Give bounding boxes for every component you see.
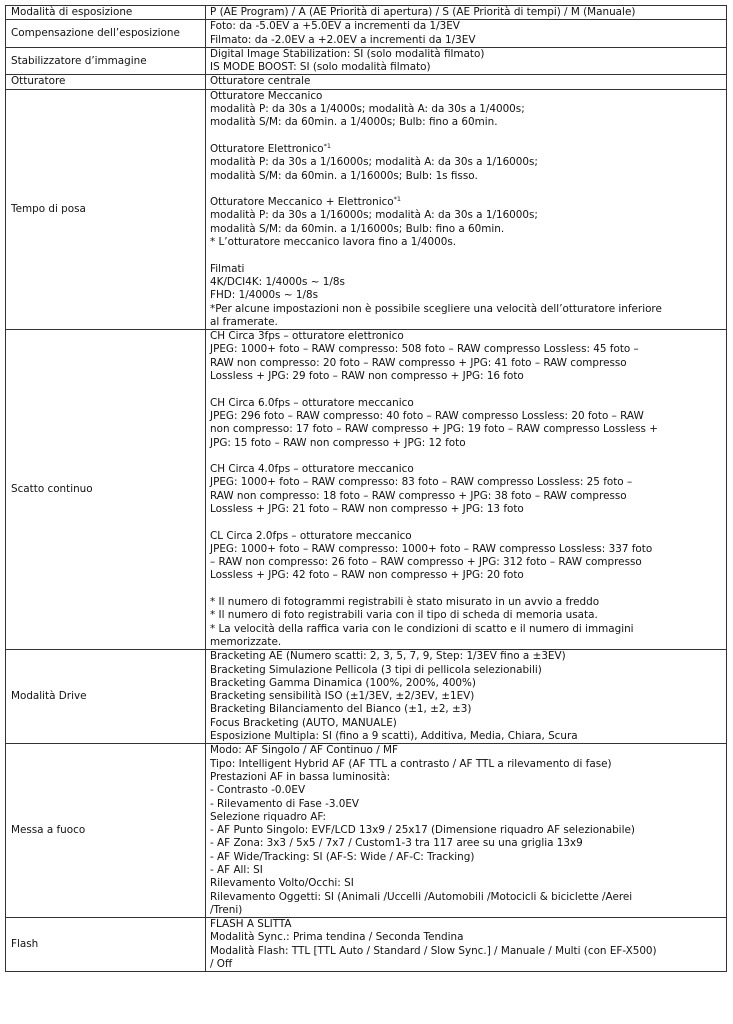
paragraph-gap [210,249,722,262]
spec-value-line [210,143,722,156]
spec-value [206,89,727,329]
spec-value-line [210,196,722,209]
spec-value-text: JPEG: 1000+ foto – RAW compresso: 508 foto – RAW compresso Lossless: 45 foto – [210,343,639,356]
spec-value-line [210,650,722,663]
spec-value-text: modalità P: da 30s a 1/16000s; modalità A: da 30s a 1/16000s; [210,156,538,169]
spec-value-line [210,170,722,183]
spec-value-text: Bracketing Bilanciamento del Bianco (±1, ±2, ±3) [210,703,472,716]
spec-value-line [210,503,722,516]
spec-value-text: * Il numero di fotogrammi registrabili è stato misurato in un avvio a freddo [210,596,600,609]
spec-label: Messa a fuoco [6,744,206,918]
footnote-marker: *1 [323,141,332,150]
spec-value-line [210,596,722,609]
spec-value-line [210,864,722,877]
spec-value-text: /Treni) [210,903,243,916]
spec-value-line [210,837,722,850]
spec-value-line [210,798,722,811]
paragraph-gap [210,450,722,463]
footnote-marker: *1 [393,195,402,204]
spec-value-text: CH Circa 4.0fps – otturatore meccanico [210,463,414,476]
spec-value-text: - AF Wide/Tracking: SI (AF-S: Wide / AF-C: Tracking) [210,850,475,863]
spec-value-text: Lossless + JPG: 21 foto – RAW non compresso + JPG: 13 foto [210,502,524,515]
spec-row-stabilizzatore-d-immagine [6,47,727,75]
spec-value-text: modalità S/M: da 60min. a 1/16000s; Bulb: fino a 60min. [210,222,505,235]
spec-value [206,650,727,744]
spec-value-text: - Rilevamento di Fase -3.0EV [210,797,360,810]
spec-value-line [210,357,722,370]
spec-value-line [210,543,722,556]
spec-value-text: / Off [210,958,233,971]
spec-value-text: IS MODE BOOST: SI (solo modalità filmato) [210,61,431,74]
spec-value-text: memorizzate. [210,635,282,648]
spec-value-line [210,771,722,784]
spec-label: Compensazione dell’esposizione [6,20,206,48]
spec-value-text: Lossless + JPG: 42 foto – RAW non compresso + JPG: 20 foto [210,569,524,582]
spec-value-line [210,223,722,236]
spec-value-line [210,824,722,837]
spec-value-line [210,636,722,649]
spec-value-line [210,463,722,476]
spec-value-text: Otturatore Meccanico + Elettronico [210,196,394,209]
spec-value-line [210,410,722,423]
spec-value [206,75,727,89]
spec-value [206,20,727,48]
spec-value-line [210,530,722,543]
spec-value-line [210,236,722,249]
spec-value-text: CL Circa 2.0fps – otturatore meccanico [210,529,412,542]
spec-row-modalita-drive [6,650,727,744]
spec-value-line [210,877,722,890]
spec-label: Scatto continuo [6,330,206,650]
spec-label: Otturatore [6,75,206,89]
spec-value-line [210,904,722,917]
spec-value-line [210,6,722,19]
spec-value [206,330,727,650]
spec-value-line [210,945,722,958]
spec-value-text: Otturatore centrale [210,75,311,88]
spec-value-text: Modalità Flash: TTL [TTL Auto / Standard / Slow Sync.] / Manuale / Multi (con EF-X500) [210,944,657,957]
spec-value-line [210,397,722,410]
spec-value-text: P (AE Program) / A (AE Priorità di apertura) / S (AE Priorità di tempi) / M (Manuale) [210,6,636,18]
paragraph-gap [210,183,722,196]
spec-value [206,918,727,972]
spec-value-line [210,330,722,343]
spec-value-text: – RAW non compresso: 26 foto – RAW compresso + JPG: 312 foto – RAW compresso [210,556,642,569]
spec-value-line [210,437,722,450]
spec-value-text: CH Circa 6.0fps – otturatore meccanico [210,396,414,409]
spec-value-text: Bracketing sensibilità ISO (±1/3EV, ±2/3EV, ±1EV) [210,690,475,703]
spec-value-text: Filmato: da -2.0EV a +2.0EV a incrementi da 1/3EV [210,33,476,46]
spec-value-text: Rilevamento Oggetti: SI (Animali /Uccelli /Automobili /Motocicli & biciclette /Aerei [210,890,633,903]
spec-value-line [210,103,722,116]
spec-value [206,47,727,75]
spec-value-line [210,784,722,797]
spec-label: Flash [6,918,206,972]
spec-value-line [210,34,722,47]
spec-value-text: Tipo: Intelligent Hybrid AF (AF TTL a contrasto / AF TTL a rilevamento di fase) [210,757,612,770]
spec-value-line [210,758,722,771]
spec-value-line [210,931,722,944]
spec-value-text: FHD: 1/4000s ∼ 1/8s [210,289,319,302]
spec-value-line [210,116,722,129]
spec-label: Modalità Drive [6,650,206,744]
spec-value-line [210,316,722,329]
spec-value-line [210,730,722,743]
spec-value-text: - AF Punto Singolo: EVF/LCD 13x9 / 25x17 (Dimensione riquadro AF selezionabile) [210,824,635,837]
spec-value-text: - AF All: SI [210,864,263,876]
spec-value-text: *Per alcune impostazioni non è possibile scegliere una velocità dell’otturatore inferiore [210,302,662,315]
spec-value-line [210,20,722,33]
spec-value-text: JPEG: 296 foto – RAW compresso: 40 foto – RAW compresso Lossless: 20 foto – RAW [210,409,644,422]
spec-value-text: Selezione riquadro AF: [210,810,327,823]
spec-value-line [210,690,722,703]
spec-value-text: Otturatore Meccanico [210,89,323,102]
paragraph-gap [210,383,722,396]
spec-value-text: modalità S/M: da 60min. a 1/16000s; Bulb: 1s fisso. [210,169,478,182]
spec-value-line [210,811,722,824]
spec-value [206,6,727,20]
spec-value-text: JPEG: 1000+ foto – RAW compresso: 83 foto – RAW compresso Lossless: 25 foto – [210,476,633,489]
spec-value-line [210,370,722,383]
spec-value-line [210,75,722,88]
spec-value-text: * L’otturatore meccanico lavora fino a 1/4000s. [210,236,457,249]
spec-value-line [210,623,722,636]
spec-value-text: - AF Zona: 3x3 / 5x5 / 7x7 / Custom1-3 tra 117 aree su una griglia 13x9 [210,837,583,850]
spec-value-text: Prestazioni AF in bassa luminosità: [210,770,391,783]
spec-value-line [210,891,722,904]
spec-value-text: non compresso: 17 foto – RAW compresso + JPG: 19 foto – RAW compresso Lossless + [210,423,658,436]
spec-table-body [6,6,727,972]
spec-value-text: Esposizione Multipla: SI (fino a 9 scatti), Additiva, Media, Chiara, Scura [210,730,578,743]
spec-value-text: modalità P: da 30s a 1/4000s; modalità A: da 30s a 1/4000s; [210,103,525,116]
spec-row-messa-a-fuoco [6,744,727,918]
spec-value-text: Modo: AF Singolo / AF Continuo / MF [210,744,398,757]
spec-value-text: RAW non compresso: 20 foto – RAW compresso + JPG: 41 foto – RAW compresso [210,356,627,369]
spec-value-line [210,90,722,103]
spec-value-line [210,209,722,222]
spec-value-text: modalità P: da 30s a 1/16000s; modalità A: da 30s a 1/16000s; [210,209,538,222]
spec-value-line [210,343,722,356]
spec-value-text: Bracketing Gamma Dinamica (100%, 200%, 400%) [210,676,476,689]
spec-table [5,5,727,972]
spec-value-text: Bracketing Simulazione Pellicola (3 tipi di pellicola selezionabili) [210,663,542,676]
spec-value-text: CH Circa 3fps – otturatore elettronico [210,330,404,343]
spec-value-line [210,569,722,582]
spec-value-line [210,276,722,289]
spec-row-compensazione-dell-esposizione [6,20,727,48]
spec-value-text: modalità S/M: da 60min. a 1/4000s; Bulb: fino a 60min. [210,116,498,129]
spec-value-line [210,476,722,489]
spec-value-line [210,423,722,436]
spec-value-text: Modalità Sync.: Prima tendina / Seconda Tendina [210,931,464,944]
spec-value-line [210,289,722,302]
spec-value-text: - Contrasto -0.0EV [210,784,306,797]
spec-row-flash [6,918,727,972]
spec-value-line [210,717,722,730]
spec-label: Stabilizzatore d’immagine [6,47,206,75]
spec-value-text: FLASH A SLITTA [210,918,292,931]
spec-row-scatto-continuo [6,330,727,650]
spec-value-line [210,490,722,503]
spec-value-text: 4K/DCI4K: 1/4000s ∼ 1/8s [210,275,345,288]
spec-value-text: al framerate. [210,315,278,328]
spec-value-line [210,303,722,316]
spec-label: Tempo di posa [6,89,206,329]
spec-value-line [210,48,722,61]
spec-value-text: Otturatore Elettronico [210,142,324,155]
spec-value-line [210,744,722,757]
spec-value-text: Filmati [210,262,245,275]
spec-value-line [210,664,722,677]
spec-value-text: Rilevamento Volto/Occhi: SI [210,877,354,890]
spec-value-text: Focus Bracketing (AUTO, MANUALE) [210,716,397,729]
spec-value [206,744,727,918]
paragraph-gap [210,516,722,529]
spec-value-text: * Il numero di foto registrabili varia con il tipo di scheda di memoria usata. [210,609,598,622]
spec-value-text: Digital Image Stabilization: SI (solo modalità filmato) [210,47,485,60]
spec-value-line [210,61,722,74]
spec-value-text: * La velocità della raffica varia con le condizioni di scatto e il numero di immagini [210,622,634,635]
spec-value-text: Bracketing AE (Numero scatti: 2, 3, 5, 7, 9, Step: 1/3EV fino a ±3EV) [210,650,566,663]
spec-value-line [210,958,722,971]
spec-row-modalita-di-esposizione [6,6,727,20]
spec-value-line [210,556,722,569]
spec-value-line [210,703,722,716]
spec-row-otturatore [6,75,727,89]
spec-label: Modalità di esposizione [6,6,206,20]
spec-value-line [210,918,722,931]
spec-row-tempo-di-posa [6,89,727,329]
paragraph-gap [210,583,722,596]
spec-value-line [210,851,722,864]
spec-value-text: Lossless + JPG: 29 foto – RAW non compresso + JPG: 16 foto [210,370,524,383]
spec-value-line [210,263,722,276]
spec-value-line [210,677,722,690]
spec-value-text: RAW non compresso: 18 foto – RAW compresso + JPG: 38 foto – RAW compresso [210,489,627,502]
spec-value-text: JPEG: 1000+ foto – RAW compresso: 1000+ foto – RAW compresso Lossless: 337 foto [210,542,653,555]
spec-value-text: Foto: da -5.0EV a +5.0EV a incrementi da 1/3EV [210,20,460,33]
spec-value-text: JPG: 15 foto – RAW non compresso + JPG: 12 foto [210,436,466,449]
spec-value-line [210,156,722,169]
spec-value-line [210,609,722,622]
paragraph-gap [210,130,722,143]
